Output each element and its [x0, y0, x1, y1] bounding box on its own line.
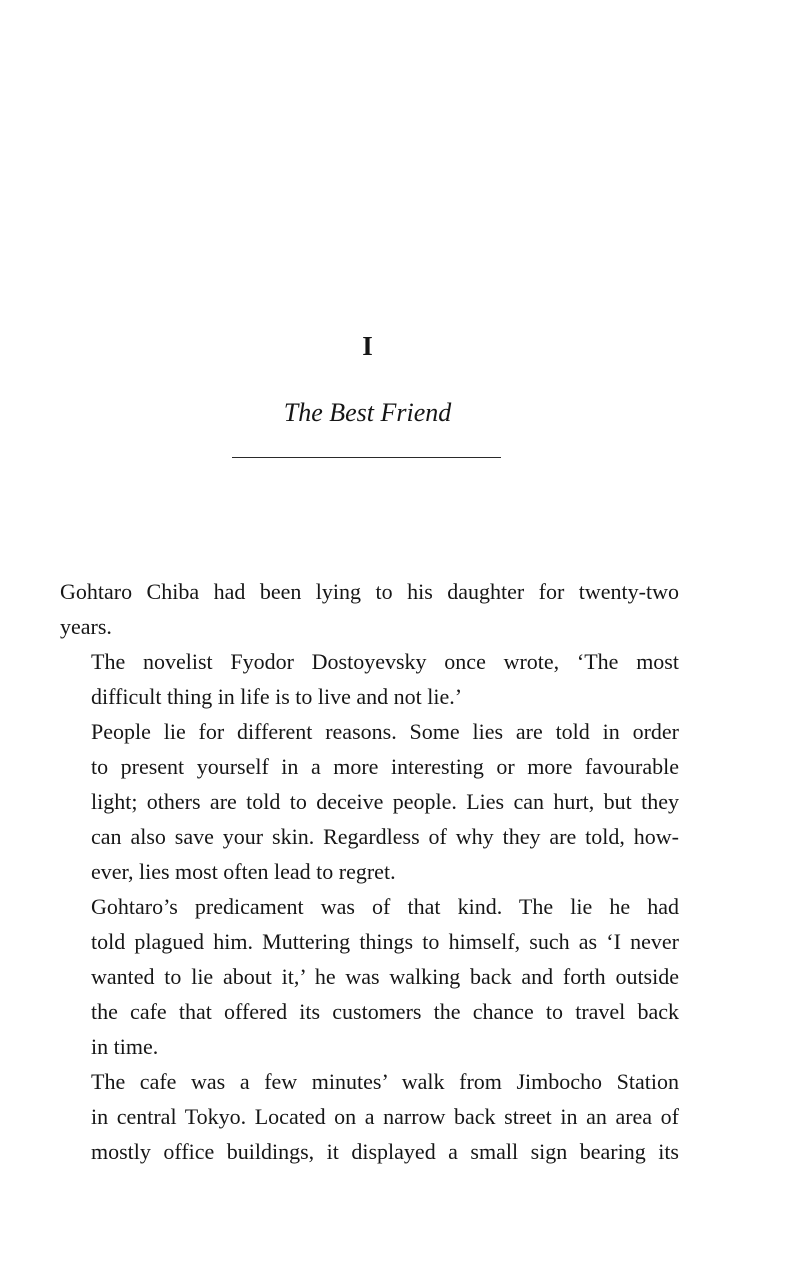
text-line: The cafe was a few minutes’ walk from Jimbocho Station — [91, 1069, 679, 1094]
text-line: years. — [60, 614, 112, 639]
text-line: light; others are told to deceive people. Lies can hurt, but they — [91, 789, 679, 814]
text-line: can also save your skin. Regardless of why they are told, how- — [91, 824, 679, 849]
text-line: The novelist Fyodor Dostoyevsky once wrote, ‘The most — [91, 649, 679, 674]
text-line: Gohtaro’s predicament was of that kind. The lie he had — [91, 894, 679, 919]
paragraph — [60, 644, 679, 714]
paragraph — [60, 889, 679, 1064]
chapter-number: I — [362, 331, 373, 361]
text-line: the cafe that offered its customers the chance to travel back — [91, 999, 679, 1024]
paragraph — [60, 714, 679, 889]
text-line: in central Tokyo. Located on a narrow back street in an area of — [91, 1104, 679, 1129]
text-line: to present yourself in a more interesting or more favourable — [91, 754, 679, 779]
text-line: People lie for different reasons. Some lies are told in order — [91, 719, 679, 744]
text-line: wanted to lie about it,’ he was walking back and forth outside — [91, 964, 679, 989]
body-text — [60, 574, 679, 1169]
text-line: ever, lies most often lead to regret. — [91, 859, 396, 884]
text-line: in time. — [91, 1034, 159, 1059]
paragraph — [60, 1064, 679, 1169]
paragraph — [60, 574, 679, 644]
title-divider — [232, 457, 501, 458]
text-line: mostly office buildings, it displayed a small sign bearing its — [91, 1139, 679, 1164]
text-line: Gohtaro Chiba had been lying to his daughter for twenty-two — [60, 579, 679, 604]
text-line: told plagued him. Muttering things to himself, such as ‘I never — [91, 929, 679, 954]
text-line: difficult thing in life is to live and not lie.’ — [91, 684, 463, 709]
chapter-title: The Best Friend — [283, 398, 452, 427]
